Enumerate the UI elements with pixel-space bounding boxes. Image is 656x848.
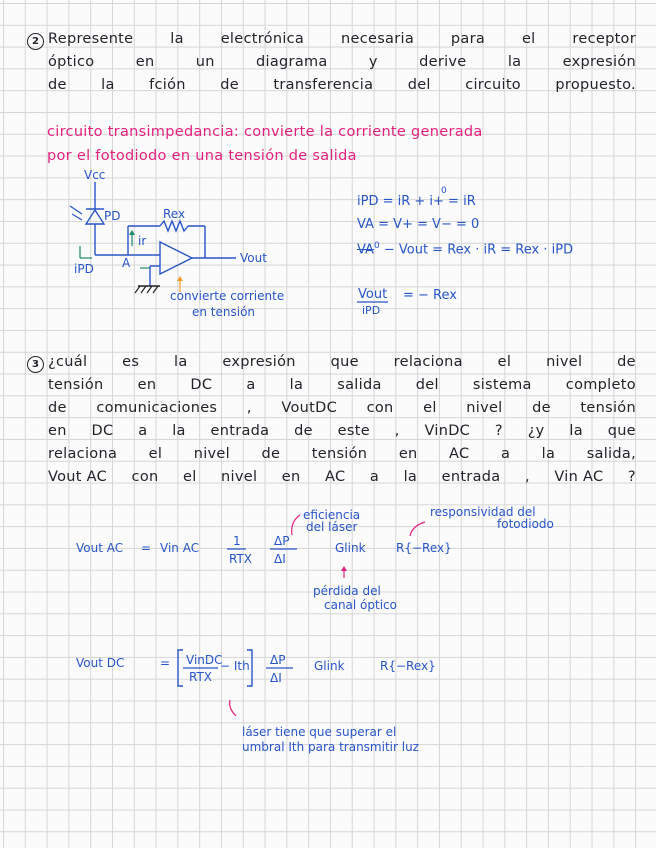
equation-3-struck: VA <box>357 242 374 258</box>
question-word: propuesto. <box>555 77 636 93</box>
vout-label: Vout <box>240 251 267 265</box>
equation-3-zero: 0 <box>373 241 380 251</box>
question-word: receptor <box>572 31 636 47</box>
question-word: relaciona <box>48 446 118 462</box>
question-number-3: 3 <box>27 356 44 373</box>
question-word: AC <box>449 446 470 462</box>
question-word: ? <box>494 423 503 439</box>
dc-note-2: umbral Ith para transmitir luz <box>242 740 419 754</box>
question-word: relaciona <box>393 354 463 370</box>
question-word: Vin AC <box>554 469 604 485</box>
question-word: ¿y <box>527 423 545 439</box>
question-word: nivel <box>546 354 583 370</box>
dc-note-1: láser tiene que superar el <box>242 725 397 739</box>
question-word: a <box>138 423 148 439</box>
question-word: con <box>131 469 159 485</box>
question-word: la <box>172 423 186 439</box>
question-word: fción <box>149 77 186 93</box>
question-word: este <box>337 423 370 439</box>
question-word: circuito <box>465 77 521 93</box>
question-word: la <box>174 354 188 370</box>
question-word: con <box>366 400 394 416</box>
question-word: la <box>289 377 304 393</box>
question-word: en <box>281 469 301 485</box>
answer-text: por el fotodiodo en una tensión de salida <box>47 148 357 164</box>
question-word: , <box>394 423 400 439</box>
question-word: del <box>407 77 431 93</box>
ratio-numerator: Vout <box>358 287 388 302</box>
equation-2: VA = V+ = V− = 0 <box>357 217 480 232</box>
question-word: ? <box>627 469 636 485</box>
ann-resp-1: responsividad del <box>430 505 536 519</box>
question-word: que <box>607 423 636 439</box>
question-word: entrada <box>441 469 501 485</box>
question-word: en <box>48 423 67 439</box>
question-word: Vout AC <box>48 469 108 485</box>
ratio-rhs: = − Rex <box>403 288 457 303</box>
question-word: y <box>368 54 378 70</box>
pd-label: PD <box>104 209 121 223</box>
question-word: del <box>415 377 439 393</box>
question-word: el <box>423 400 437 416</box>
dc-frac-den: RTX <box>189 670 213 684</box>
dc-r: R{−Rex} <box>380 659 436 673</box>
ac-gain: Glink <box>335 541 366 555</box>
question-word: que <box>330 354 359 370</box>
question-word: de <box>48 400 67 416</box>
question-word: la <box>170 31 184 47</box>
question-word: es <box>122 354 140 370</box>
question-word: salida <box>337 377 382 393</box>
question-word: el <box>182 469 197 485</box>
question-word: en <box>137 377 157 393</box>
question-word: de <box>294 423 313 439</box>
ann-resp-2: fotodiodo <box>497 517 554 531</box>
question-number-2: 2 <box>27 33 44 50</box>
question-word: nivel <box>221 469 258 485</box>
question-word: diagrama <box>256 54 328 70</box>
question-word: de <box>261 446 281 462</box>
ac-frac1-den: RTX <box>229 552 253 566</box>
question-word: el <box>148 446 163 462</box>
dc-gain: Glink <box>314 659 345 673</box>
question-word: , <box>246 400 252 416</box>
question-word: en <box>135 54 155 70</box>
question-word: nivel <box>466 400 503 416</box>
question-word: el <box>521 31 536 47</box>
question-word: óptico <box>48 54 95 70</box>
question-word: tensión <box>580 400 636 416</box>
question-word: a <box>246 377 256 393</box>
question-word: de <box>48 77 67 93</box>
equation-1-zero: 0 <box>441 186 447 196</box>
question-word: ¿cuál <box>48 354 88 370</box>
question-word: derive <box>419 54 467 70</box>
ac-eq: = <box>141 541 152 555</box>
question-word: la <box>101 77 115 93</box>
ipd-label: iPD <box>74 262 94 276</box>
ac-lhs: Vout AC <box>76 541 124 555</box>
dc-frac-num: VinDC <box>186 653 223 667</box>
question-word: completo <box>565 377 636 393</box>
answer-text: circuito transimpedancia: convierte la corriente generada <box>47 124 483 140</box>
ann-loss-1: pérdida del <box>313 584 381 598</box>
equation-1-text: iPD = iR + i+ = iR <box>357 194 476 209</box>
dc-lhs: Vout DC <box>76 656 125 670</box>
question-word: expresión <box>562 54 636 70</box>
circuit-note-line-1: convierte corriente <box>170 289 285 303</box>
ratio-denominator: iPD <box>362 304 381 317</box>
question-word: un <box>195 54 215 70</box>
question-word: salida, <box>586 446 636 462</box>
vcc-label: Vcc <box>84 168 106 182</box>
question-word: AC <box>325 469 346 485</box>
question-word: electrónica <box>220 31 305 47</box>
question-word: comunicaciones <box>96 400 218 416</box>
ann-laser-1: eficiencia <box>303 508 361 522</box>
ac-frac1-num: 1 <box>233 534 241 548</box>
question-word: VinDC <box>424 423 471 439</box>
question-word: VoutDC <box>281 400 338 416</box>
question-word: de <box>532 400 551 416</box>
question-word: a <box>369 469 380 485</box>
rex-label: Rex <box>163 207 186 221</box>
question-word: la <box>541 446 556 462</box>
question-word: la <box>403 469 418 485</box>
question-word: expresión <box>222 354 296 370</box>
question-word: sistema <box>472 377 532 393</box>
dc-frac2-num: ΔP <box>270 653 286 667</box>
ac-r: R{−Rex} <box>396 541 452 555</box>
circuit-note-line-2: en tensión <box>192 305 256 319</box>
dc-ith: − Ith <box>220 659 250 673</box>
question-word: entrada <box>210 423 270 439</box>
question-word: de <box>617 354 636 370</box>
question-word: el <box>497 354 512 370</box>
question-word: nivel <box>193 446 230 462</box>
ir-label: ir <box>138 234 147 248</box>
node-a-label: A <box>122 256 131 270</box>
question-word: necesaria <box>341 31 415 47</box>
question-word: en <box>398 446 418 462</box>
question-word: Represente <box>48 31 134 47</box>
ac-frac2-num: ΔP <box>274 534 290 548</box>
question-word: , <box>524 469 530 485</box>
question-word: transferencia <box>273 77 374 93</box>
question-word: DC <box>91 423 114 439</box>
question-word: la <box>569 423 583 439</box>
question-word: tensión <box>311 446 368 462</box>
question-word: de <box>220 77 239 93</box>
question-word: DC <box>190 377 213 393</box>
ann-loss-2: canal óptico <box>324 598 397 612</box>
dc-eq: = <box>160 656 171 670</box>
question-word: a <box>500 446 511 462</box>
question-word: para <box>450 31 486 47</box>
question-word: tensión <box>48 377 104 393</box>
ann-laser-2: del láser <box>306 520 358 534</box>
equation-3-text: − Vout = Rex · iR = Rex · iPD <box>383 242 574 258</box>
question-word: la <box>507 54 522 70</box>
dc-frac2-den: ΔI <box>270 671 282 685</box>
ac-vin: Vin AC <box>160 541 200 555</box>
ac-frac2-den: ΔI <box>274 552 286 566</box>
